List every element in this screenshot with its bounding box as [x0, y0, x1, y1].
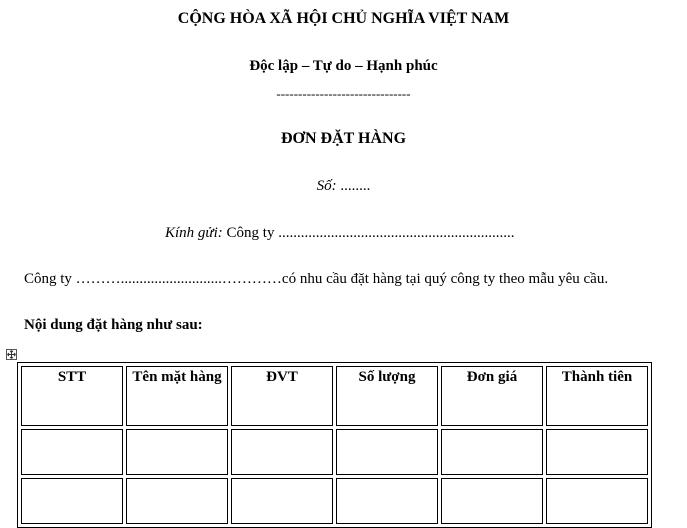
header-quantity: Số lượng — [336, 366, 438, 426]
table-header-row — [21, 366, 648, 426]
table-cell[interactable] — [21, 478, 123, 524]
table-move-handle-icon[interactable] — [6, 349, 17, 360]
header-total: Thành tiên — [546, 366, 648, 426]
recipient-line — [165, 225, 514, 242]
table-cell[interactable] — [546, 429, 648, 475]
table-cell[interactable] — [21, 429, 123, 475]
document-title: ĐƠN ĐẶT HÀNG — [280, 130, 407, 147]
table-row — [21, 478, 648, 524]
number-label: Số: — [316, 178, 337, 194]
recipient-value: Công ty ............................................................... — [222, 225, 515, 241]
four-arrows-move-icon — [7, 350, 16, 359]
header-unit-price: Đơn giá — [441, 366, 543, 426]
separator-line: ------------------------------- — [276, 86, 411, 101]
content-heading: Nội dung đặt hàng như sau: — [24, 317, 203, 333]
table-cell[interactable] — [126, 429, 228, 475]
document-number — [0, 178, 687, 195]
order-table — [17, 362, 652, 528]
table-cell[interactable] — [231, 429, 333, 475]
table-cell[interactable] — [441, 478, 543, 524]
table-cell[interactable] — [231, 478, 333, 524]
table-cell[interactable] — [546, 478, 648, 524]
table-cell[interactable] — [441, 429, 543, 475]
table-cell[interactable] — [336, 478, 438, 524]
motto: Độc lập – Tự do – Hạnh phúc — [249, 58, 438, 74]
request-paragraph: Công ty ………...........................…………có nhu cầu đặt hàng tại quý công ty theo mẫu yêu cầu. — [24, 271, 609, 287]
table-cell[interactable] — [336, 429, 438, 475]
table-row — [21, 429, 648, 475]
nation-heading: CỘNG HÒA XÃ HỘI CHỦ NGHĨA VIỆT NAM — [177, 10, 510, 27]
header-unit: ĐVT — [231, 366, 333, 426]
header-stt: STT — [21, 366, 123, 426]
header-item-name: Tên mặt hàng — [126, 366, 228, 426]
number-value: ........ — [336, 178, 371, 194]
table-cell[interactable] — [126, 478, 228, 524]
recipient-label: Kính gửi: — [165, 225, 223, 241]
